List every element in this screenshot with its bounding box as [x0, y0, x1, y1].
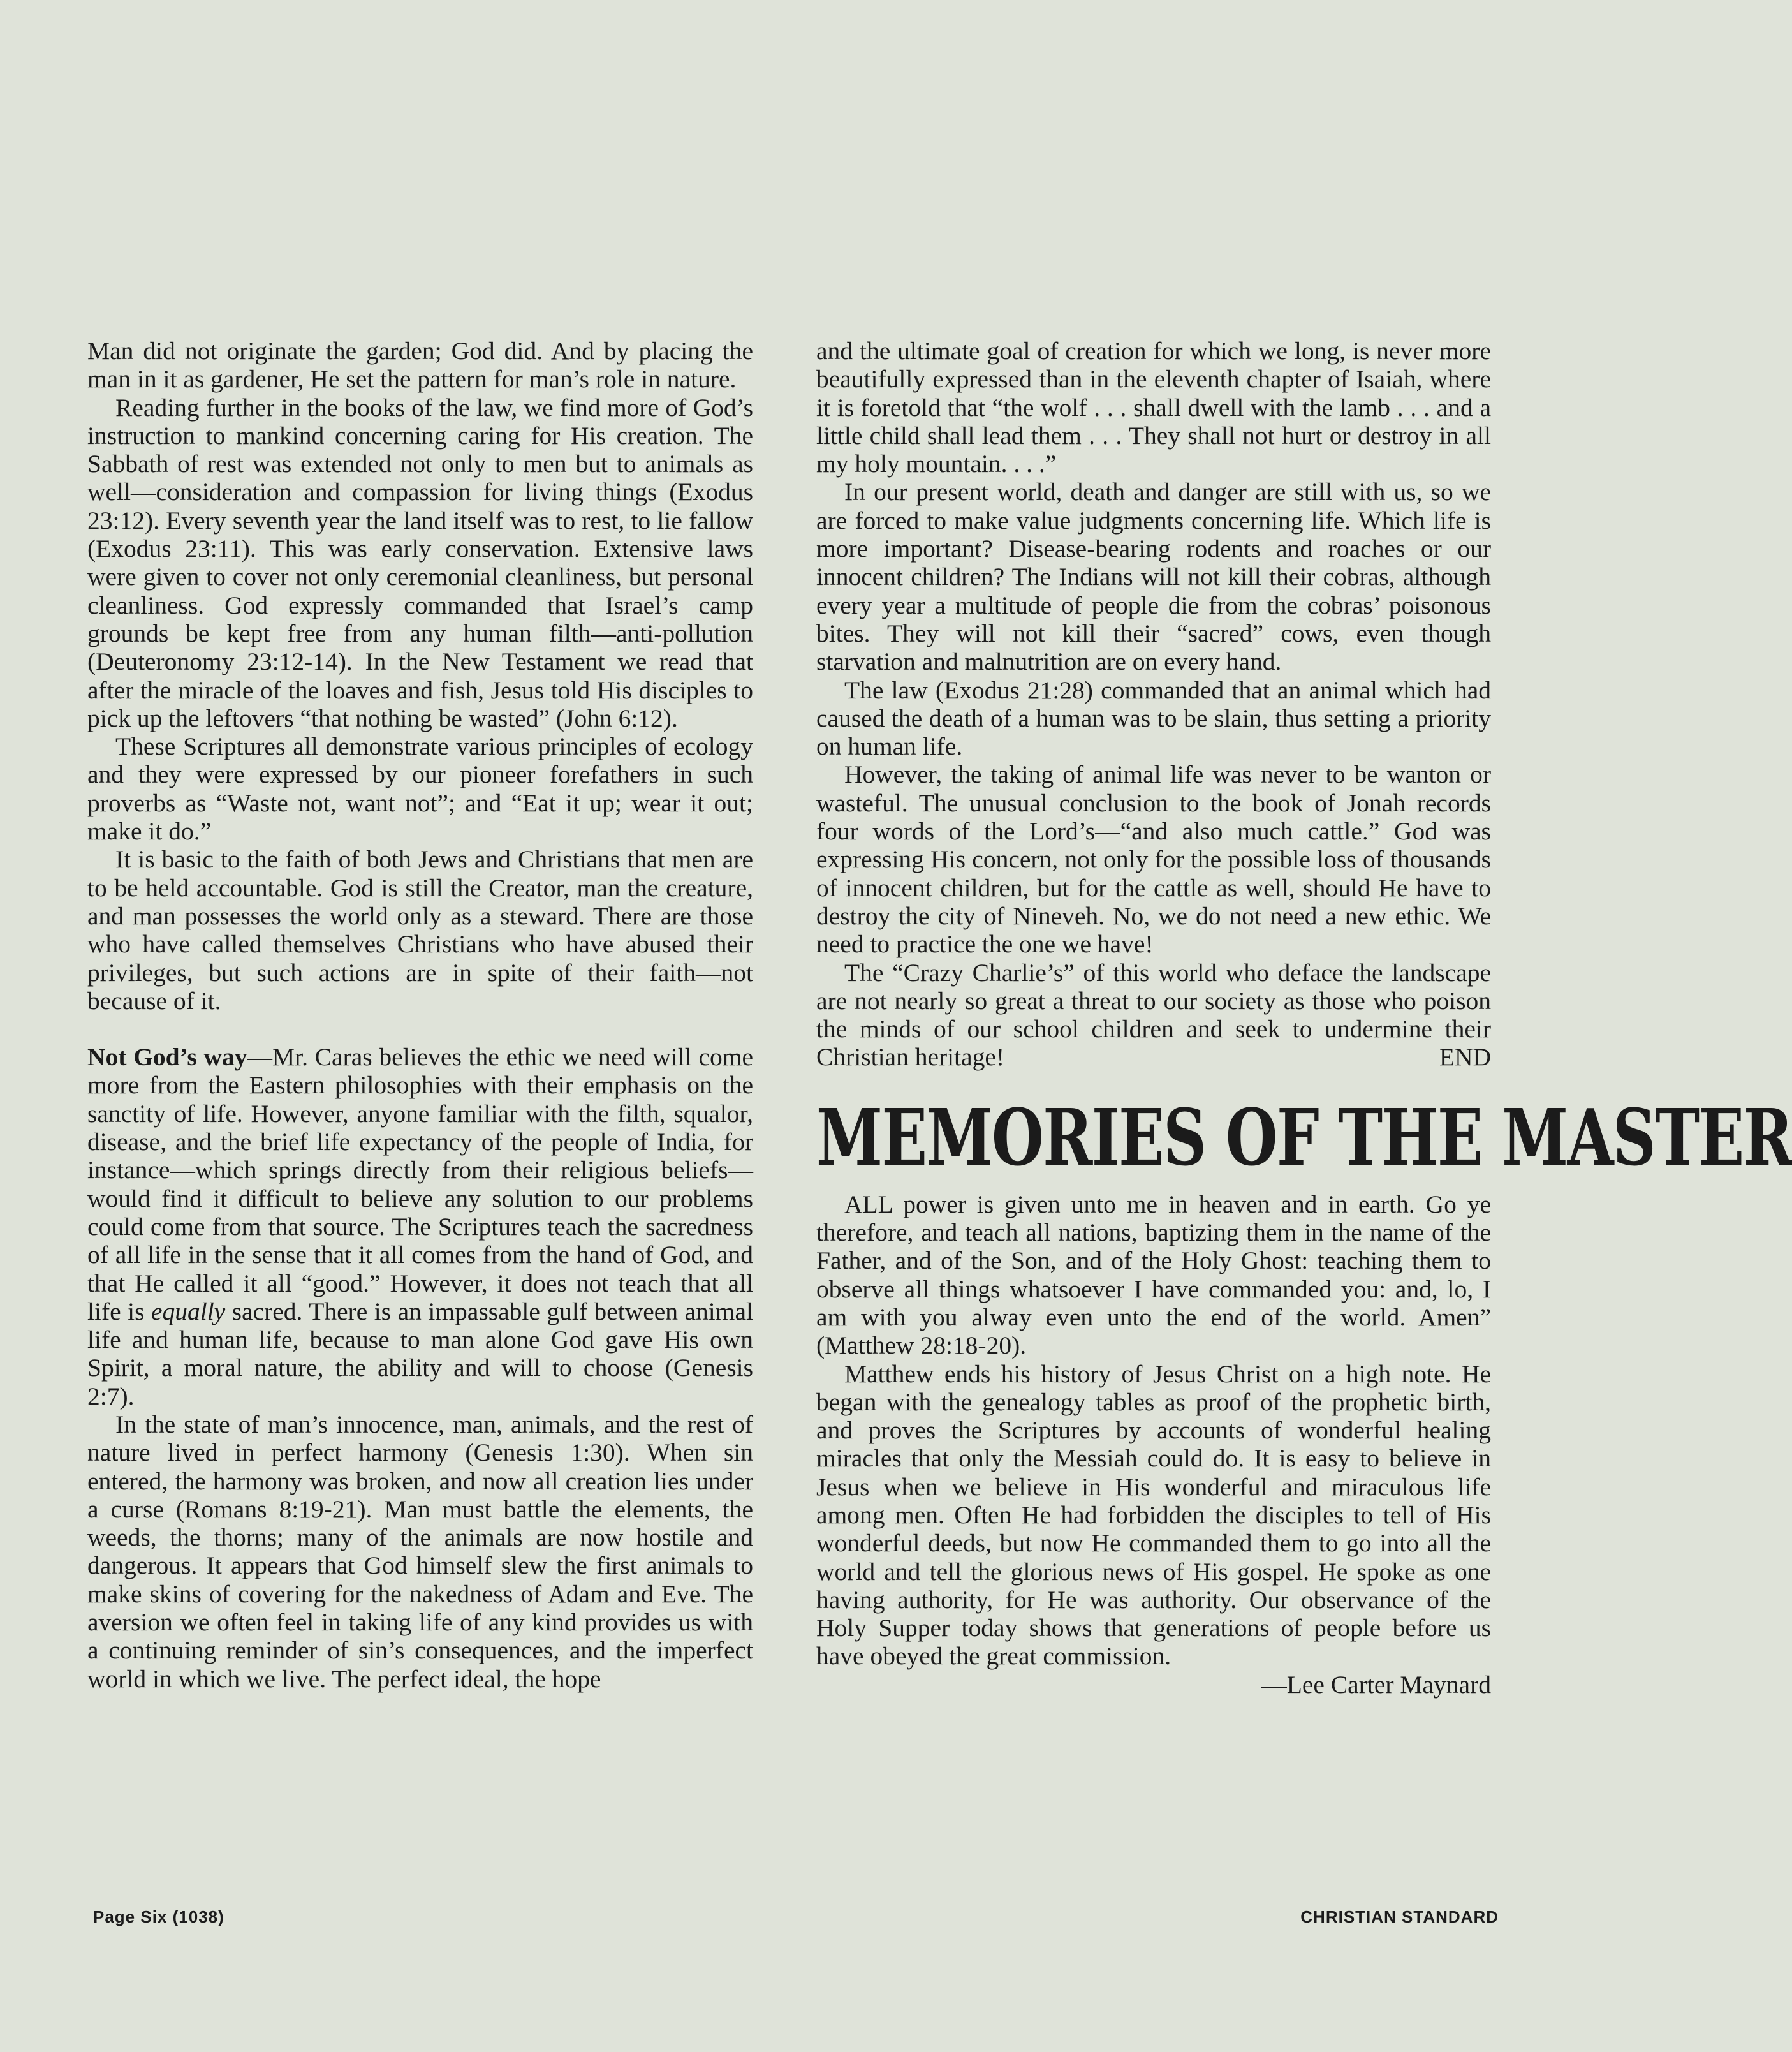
end-mark: END: [1439, 1043, 1491, 1072]
emphasis-text: equally: [151, 1297, 226, 1325]
paragraph: The law (Exodus 21:28) commanded that an animal which had caused the death of a human was to be slain, thus setting a priority on human life.: [816, 675, 1491, 761]
paragraph-final: [816, 959, 1491, 1072]
paragraph: In the state of man’s innocence, man, animals, and the rest of nature lived in perfect harmony (Genesis 1:30). When sin entered, the harmony was broken, and now all creation lies under a curse (Romans 8:19-21). Man must battle the elements, the weeds, the thorns; many of the animals are now hostile and dangerous. It appears that God himself slew the first animals to make skins of covering for the nakedness of Adam and Eve. The aversion we often feel in taking life of any kind provides us with a continuing reminder of sin’s consequences, and the imperfect world in which we live. The perfect ideal, the hope: [87, 1410, 753, 1693]
section-runin-heading: Not God’s way: [87, 1043, 247, 1072]
paragraph: However, the taking of animal life was never to be wanton or wasteful. The unusual conclusion to the book of Jonah records four words of the Lord’s—“and also much cattle.” God was expressing His concern, not only for the possible loss of thousands of innocent children, but for the cattle as well, should He have to destroy the city of Nineveh. No, we do not need a new ethic. We need to practice the one we have!: [816, 760, 1491, 959]
left-column: [87, 337, 753, 1693]
paragraph: and the ultimate goal of creation for which we long, is never more beautifully expressed than in the eleventh chapter of Isaiah, where it is foretold that “the wolf . . . shall dwell with the lamb . . . and a little child shall lead them . . . They shall not hurt or destroy in all my holy mountain. . . .”: [816, 337, 1491, 478]
section-paragraph: [87, 1043, 753, 1410]
paragraph: Reading further in the books of the law, we find more of God’s instruction to mankind concerning caring for His creation. The Sabbath of rest was extended not only to men but to animals as well—consideration and compassion for living things (Exodus 23:12). Every seventh year the land itself was to rest, to lie fallow (Exodus 23:11). This was early conservation. Extensive laws were given to cover not only ceremonial cleanliness, but personal cleanliness. God expressly commanded that Israel’s camp grounds be kept free from any human filth—anti-pollution (Deuteronomy 23:12-14). In the New Testament we read that after the miracle of the loaves and fish, Jesus told His disciples to pick up the leftovers “that nothing be wasted” (John 6:12).: [87, 393, 753, 732]
text-span: —Mr. Caras believes the ethic we need will come more from the Eastern philosophies with their emphasis on the sanctity of life. However, anyone familiar with the filth, squalor, disease, and the brief life expectancy of the people of India, for instance—which springs directly from their religious beliefs—would find it difficult to believe any solution to our problems could come from that source. The Scriptures teach the sacredness of all life in the sense that it all comes from the hand of God, and that He called it all “good.” However, it does not teach that all life is: [87, 1043, 753, 1325]
text-span: The “Crazy Charlie’s” of this world who deface the landscape are not nearly so great a threat to our society as those who poison the minds of our school children and seek to undermine their Christian heritage!: [816, 958, 1491, 1072]
paragraph: In our present world, death and danger are still with us, so we are forced to make value judgments concerning life. Which life is more important? Disease-bearing rodents and roaches or our innocent children? The Indians will not kill their cobras, although every year a multitude of people die from the cobras’ poisonous bites. They will not kill their “sacred” cows, even though starvation and malnutrition are on every hand.: [816, 478, 1491, 676]
paragraph: It is basic to the faith of both Jews and Christians that men are to be held accountable. God is still the Creator, man the creature, and man possesses the world only as a steward. There are those who have called themselves Christians who have abused their privileges, but such actions are in spite of their faith—not because of it.: [87, 845, 753, 1015]
signature: —Lee Carter Maynard: [1261, 1670, 1491, 1699]
paragraph: Matthew ends his history of Jesus Christ on a high note. He began with the genealogy tables as proof of the prophetic birth, and proves the Scriptures by accounts of wonderful healing miracles that only the Messiah could do. It is easy to believe in Jesus when we believe in His wonderful and miraculous life among men. Often He had forbidden the disciples to tell of His wonderful deeds, but now He commanded them to go into all the world and tell the glorious news of His gospel. He spoke as one having authority, for He was authority. Our observance of the Holy Supper today shows that generations of people before us have obeyed the great commission.: [816, 1359, 1491, 1671]
section-heading: MEMORIES OF THE MASTER: [816, 1091, 1792, 1183]
page-number: Page Six (1038): [93, 1907, 224, 1926]
paragraph: Man did not originate the garden; God did. And by placing the man in it as gardener, He set the pattern for man’s role in nature.: [87, 337, 753, 394]
text-span: sacred. There is an impassable gulf between animal life and human life, because to man alone God gave His own Spirit, a moral nature, the ability and will to choose (Genesis 2:7).: [87, 1297, 753, 1410]
paragraph: ALL power is given unto me in heaven and in earth. Go ye therefore, and teach all nations, baptizing them in the name of the Father, and of the Son, and of the Holy Ghost: teaching them to observe all things whatsoever I have commanded you: and, lo, I am with you alway even unto the end of the world. Amen” (Matthew 28:18-20).: [816, 1190, 1491, 1360]
paragraph: These Scriptures all demonstrate various principles of ecology and they were expressed by our pioneer forefathers in such proverbs as “Waste not, want not”; and “Eat it up; wear it out; make it do.”: [87, 732, 753, 846]
publication-name: CHRISTIAN STANDARD: [1300, 1907, 1499, 1926]
right-column: [816, 337, 1792, 1699]
